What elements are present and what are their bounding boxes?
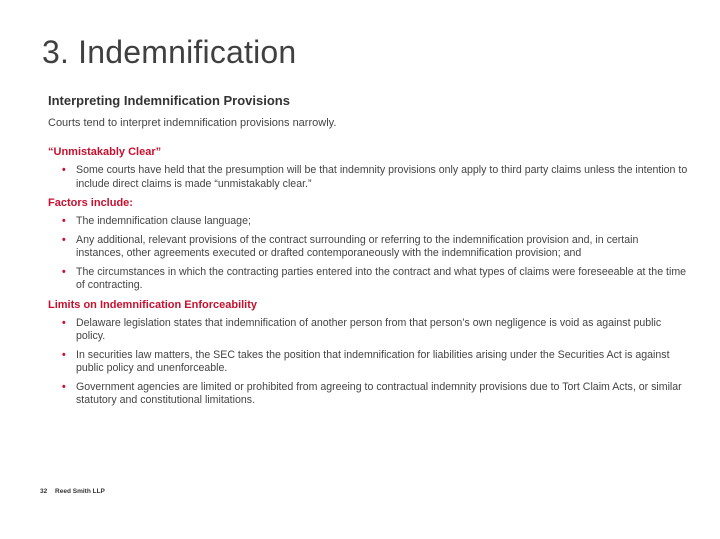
bullet-text: Government agencies are limited or prohibited from agreeing to contractual indemnity provisions due to Tort Claim Acts, or similar statutory and constitutional limitations.	[76, 380, 682, 406]
bullet-list-limits	[48, 317, 688, 408]
bullet-icon: •	[62, 215, 66, 227]
bullet-icon: •	[62, 164, 66, 176]
list-item	[62, 349, 688, 376]
subheading: Interpreting Indemnification Provisions	[48, 93, 290, 108]
list-item	[62, 266, 688, 293]
bullet-list-factors	[48, 215, 688, 293]
bullet-text: Any additional, relevant provisions of the contract surrounding or referring to the indemnification provision and, in certain instances, other agreements executed or drafted contemporaneously with the indemnification provision; and	[76, 233, 639, 259]
list-item	[62, 317, 688, 344]
section-heading-factors: Factors include:	[48, 197, 133, 209]
slide-title: 3. Indemnification	[42, 34, 297, 70]
footer	[40, 488, 105, 495]
list-item	[62, 164, 688, 191]
bullet-icon: •	[62, 348, 66, 361]
bullet-text: Delaware legislation states that indemnification of another person from that person’s own negligence is void as against public policy.	[76, 316, 662, 342]
slide-content	[48, 92, 688, 413]
list-item	[62, 215, 688, 229]
intro-text: Courts tend to interpret indemnification provisions narrowly.	[48, 117, 337, 129]
bullet-text: The circumstances in which the contracting parties entered into the contract and what types of claims were foreseeable at the time of contracting.	[76, 265, 687, 291]
section-heading-unmistakably-clear: “Unmistakably Clear”	[48, 146, 162, 158]
section-heading-limits: Limits on Indemnification Enforceability	[48, 298, 258, 311]
list-item	[62, 381, 688, 408]
bullet-text: The indemnification clause language;	[76, 215, 251, 227]
bullet-list-unmistakably-clear	[48, 164, 688, 191]
bullet-icon: •	[62, 380, 66, 393]
bullet-icon: •	[62, 265, 66, 278]
bullet-icon: •	[62, 316, 66, 329]
list-item	[62, 234, 688, 261]
bullet-icon: •	[62, 233, 66, 246]
page-number: 32	[40, 488, 48, 495]
bullet-text: Some courts have held that the presumption will be that indemnity provisions only apply to third party claims unless the intention to include direct claims is made “unmistakably clear.”	[76, 164, 688, 190]
firm-name: Reed Smith LLP	[55, 488, 105, 495]
bullet-text: In securities law matters, the SEC takes the position that indemnification for liabilities arising under the Securities Act is against public policy and unenforceable.	[76, 348, 670, 374]
